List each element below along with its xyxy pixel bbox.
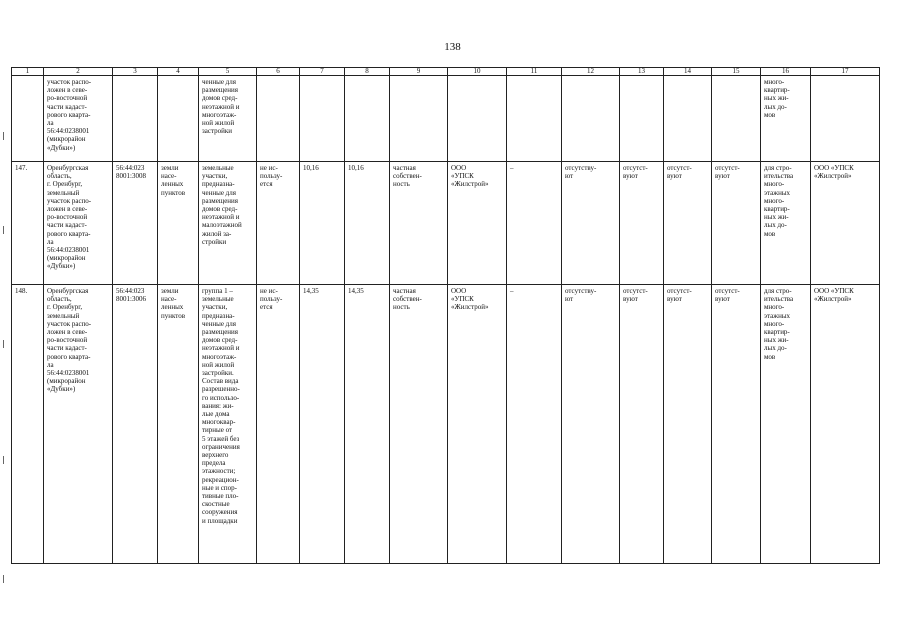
cell-area-2: [345, 76, 390, 162]
cell-restrictions-14: [664, 76, 712, 162]
table-row: [12, 285, 880, 564]
cell-permitted-use: ченные для размещения домов сред- неэтажной и многоэтаж- ной жилой застройки: [199, 76, 257, 162]
cell-restrictions-14: отсутст- вуют: [664, 162, 712, 285]
cell-rightholder: [811, 76, 880, 162]
cell-permitted-use: земельные участки, предназна- ченные для размещения домов сред- неэтажной и малоэтажной жилой за- стройки: [199, 162, 257, 285]
cell-restrictions-13: отсутст- вуют: [620, 162, 664, 285]
cell-row-number: [12, 76, 44, 162]
cell-cell-11: –: [507, 285, 562, 564]
left-margin-marks: [3, 0, 7, 640]
cell-ownership-form: частная собствен- ность: [390, 285, 448, 564]
cell-rightholder: ООО «УПСК «Жилстрой»: [811, 162, 880, 285]
cell-row-number: 148.: [12, 285, 44, 564]
cell-rightholder: ООО «УПСК «Жилстрой»: [811, 285, 880, 564]
column-number-9: 9: [390, 68, 448, 76]
cell-cadastral-number: 56:44:023 8001:3008: [113, 162, 158, 285]
cell-owner: ООО «УПСК «Жилстрой»: [448, 285, 507, 564]
column-number-14: 14: [664, 68, 712, 76]
column-number-8: 8: [345, 68, 390, 76]
cell-area-2: 14,35: [345, 285, 390, 564]
column-number-11: 11: [507, 68, 562, 76]
cell-purpose: для стро- ительства много- этажных много- квартир- ных жи- лых до- мов: [761, 285, 811, 564]
cell-encumbrances: [562, 76, 620, 162]
column-number-4: 4: [158, 68, 199, 76]
cell-restrictions-13: отсутст- вуют: [620, 285, 664, 564]
cell-permitted-use: группа 1 – земельные участки, предназна- ченные для размещения домов сред- неэтажной и многоэтаж- ной жилой застройки. Состав вида разрешенно- го использо- вания: жи- лые дома многоквар- тирные от 5 этажей без ограничения верхнего предела этажности; рекреацион- ные и спор- тивные пло- скостные сооружения и площадки: [199, 285, 257, 564]
cell-actual-use: не ис- пользу- ется: [257, 162, 300, 285]
cell-land-category: земли насе- ленных пунктов: [158, 285, 199, 564]
cell-cadastral-number: 56:44:023 8001:3006: [113, 285, 158, 564]
column-number-3: 3: [113, 68, 158, 76]
land-plots-table: [11, 67, 880, 564]
cell-area-total: [300, 76, 345, 162]
cell-purpose: для стро- ительства много- этажных много- квартир- ных жи- лых до- мов: [761, 162, 811, 285]
cell-area-2: 10,16: [345, 162, 390, 285]
cell-encumbrances: отсутству- ют: [562, 285, 620, 564]
cell-location: Оренбургская область, г. Оренбург, земельный участок распо- ложен в севе- ро-восточной части кадаст- рового кварта- ла 56:44:0238001 (микрорайон «Дубки»): [44, 285, 113, 564]
cell-owner: ООО «УПСК «Жилстрой»: [448, 162, 507, 285]
cell-location: участок распо- ложен в севе- ро-восточной части кадаст- рового кварта- ла 56:44:0238001 (микрорайон «Дубки»): [44, 76, 113, 162]
cell-area-total: 14,35: [300, 285, 345, 564]
cell-restrictions-15: отсутст- вуют: [712, 285, 761, 564]
cell-purpose: много- квартир- ных жи- лых до- мов: [761, 76, 811, 162]
table-row: [12, 162, 880, 285]
cell-land-category: [158, 76, 199, 162]
cell-location: Оренбургская область, г. Оренбург, земельный участок распо- ложен в севе- ро-восточной части кадаст- рового кварта- ла 56:44:0238001 (микрорайон «Дубки»): [44, 162, 113, 285]
table-row: [12, 76, 880, 162]
column-number-17: 17: [811, 68, 880, 76]
cell-cell-11: [507, 76, 562, 162]
column-number-12: 12: [562, 68, 620, 76]
cell-cadastral-number: [113, 76, 158, 162]
column-number-5: 5: [199, 68, 257, 76]
column-number-2: 2: [44, 68, 113, 76]
cell-ownership-form: [390, 76, 448, 162]
column-number-15: 15: [712, 68, 761, 76]
cell-ownership-form: частная собствен- ность: [390, 162, 448, 285]
cell-actual-use: [257, 76, 300, 162]
column-number-16: 16: [761, 68, 811, 76]
column-number-7: 7: [300, 68, 345, 76]
page-number: 138: [444, 41, 461, 53]
cell-encumbrances: отсутству- ют: [562, 162, 620, 285]
cell-restrictions-15: [712, 76, 761, 162]
cell-owner: [448, 76, 507, 162]
cell-restrictions-13: [620, 76, 664, 162]
column-number-1: 1: [12, 68, 44, 76]
cell-cell-11: –: [507, 162, 562, 285]
column-number-13: 13: [620, 68, 664, 76]
column-number-row: [12, 68, 880, 76]
cell-land-category: земли насе- ленных пунктов: [158, 162, 199, 285]
cell-row-number: 147.: [12, 162, 44, 285]
cell-actual-use: не ис- пользу- ется: [257, 285, 300, 564]
cell-restrictions-14: отсутст- вуют: [664, 285, 712, 564]
column-number-10: 10: [448, 68, 507, 76]
cell-area-total: 10,16: [300, 162, 345, 285]
cell-restrictions-15: отсутст- вуют: [712, 162, 761, 285]
column-number-6: 6: [257, 68, 300, 76]
